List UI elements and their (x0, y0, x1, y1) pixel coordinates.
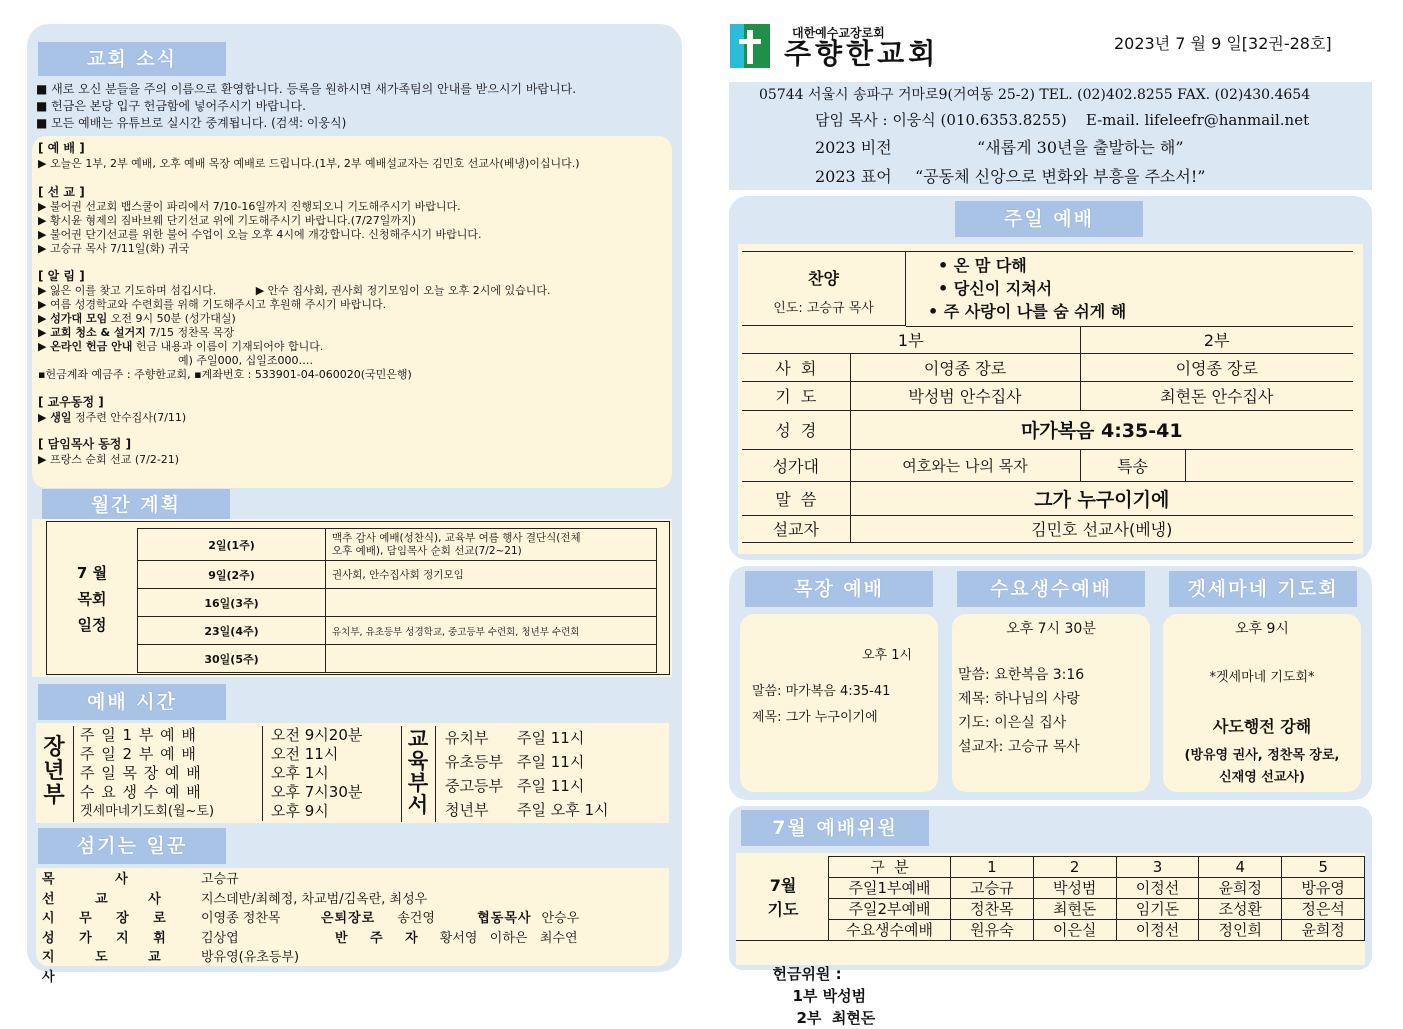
table-row (742, 481, 1353, 515)
adult-name: 주 일 1 부 예 배 (80, 726, 197, 744)
mission-line: ▶ 불어권 단기선교를 위한 불어 수업이 오늘 오후 4시에 개강합니다. 신청해주시기 바랍니다. (38, 228, 482, 241)
notice-label: ▶ 성가대 모임 (38, 312, 108, 325)
adult-row (80, 726, 400, 745)
monthly-text (326, 589, 657, 617)
roster-label-line: 기도 (767, 900, 799, 919)
edu-row (445, 774, 665, 798)
table-row (829, 878, 1365, 899)
table-row (829, 857, 1365, 878)
notice-line: 예) 주일000, 십일조000…. (178, 354, 314, 367)
notice-text: 헌금 내용과 이름이 기재되어야 합니다. (132, 340, 324, 353)
table-row (742, 353, 1353, 381)
servant-names: 방유영(유초등부) (201, 950, 300, 965)
servant-row (42, 948, 662, 987)
table-row (138, 617, 657, 645)
monthly-frame (46, 521, 670, 675)
adult-bracket (73, 726, 74, 822)
bulletin-date: 2023년 7 월 9 일[32권-28호] (1114, 34, 1332, 53)
servant-role: 지 도 교 사 (42, 950, 161, 985)
edu-time: 주일 오후 1시 (517, 801, 609, 819)
servant-names: 김상엽 (201, 930, 239, 946)
adult-row (80, 783, 400, 802)
roster-cell: 박성범 (1033, 878, 1116, 899)
table-row (829, 899, 1365, 920)
roster-cell: 원유숙 (951, 920, 1034, 941)
servant-names: 안승우 (541, 911, 580, 926)
edu-name: 유초등부 (445, 753, 503, 771)
roster-cell: 고승규 (951, 878, 1034, 899)
members-label: ▶ 생일 (38, 411, 72, 424)
edu-divider (401, 726, 402, 822)
servant-names: 고승규 (201, 872, 239, 887)
wednesday-title: 수요생수예배 (957, 571, 1145, 607)
table-row (138, 645, 657, 673)
address: 05744 서울시 송파구 거마로9(거여동 25-2) TEL. (02)402.8255 FAX. (02)430.4654 (759, 87, 1311, 103)
header-info-box (729, 82, 1372, 190)
sunday-grid (742, 326, 1353, 543)
mokjang-word: 말씀: 마가복음 4:35-41 (752, 684, 891, 699)
roster-head: 2 (1033, 857, 1116, 878)
edu-label-char: 교 (407, 727, 429, 751)
choir-label: 성가대 (742, 449, 850, 481)
roster-head: 1 (951, 857, 1034, 878)
edu-name: 중고등부 (445, 777, 503, 795)
monthly-date: 2일(1주) (138, 529, 326, 561)
table-row (829, 920, 1365, 941)
servant-names: 지스데반/최혜정, 차교범/김옥란, 최성우 (201, 891, 428, 907)
motto-line (815, 164, 1205, 187)
roster-cell: 정찬목 (951, 899, 1034, 920)
table-row (138, 561, 657, 589)
monthly-label-line: 목회 (77, 590, 107, 608)
servant-role: 선 교 사 (42, 891, 161, 907)
monthly-date: 9일(2주) (138, 561, 326, 589)
members-line (38, 410, 666, 426)
adult-name: 겟세마네기도회(월~토) (80, 804, 215, 819)
sunday-title: 주일 예배 (955, 201, 1143, 237)
choir2: 특송 (1080, 449, 1185, 481)
sunday-table (742, 251, 1353, 545)
notice-text: ▶ 잃은 이를 찾고 기도하며 섬깁시다. (38, 284, 217, 297)
servant-row (42, 929, 662, 949)
adult-list (80, 726, 400, 821)
monthly-text: 권사회, 안수집사회 정기모임 (326, 561, 657, 589)
roster-table (828, 856, 1365, 941)
roster-label (740, 874, 826, 922)
roster-cell: 정은석 (1282, 899, 1365, 920)
servant-row (42, 890, 662, 910)
host2: 이영종 장로 (1080, 353, 1353, 381)
roster-head: 4 (1199, 857, 1282, 878)
roster-cell: 수요생수예배 (829, 920, 951, 941)
wednesday-prayer: 기도: 이은실 집사 (958, 715, 1067, 731)
servant-row (42, 870, 662, 890)
vision-label: 2023 비전 (815, 138, 892, 157)
gethsemane-title: 겟세마네 기도회 (1169, 571, 1357, 607)
offering-first: 1부 박성범 (792, 987, 867, 1005)
table-row (742, 381, 1353, 410)
monthly-date: 23일(4주) (138, 617, 326, 645)
notice-line: ▶ 여름 성경학교와 수련회를 위해 기도해주시고 후원해 주시기 바랍니다. (38, 298, 387, 311)
bible-text: 마가복음 4:35-41 (850, 410, 1353, 449)
gethsemane-box (1163, 614, 1361, 792)
roster-label-line: 7월 (769, 876, 797, 895)
edu-label-char: 부 (407, 771, 429, 795)
notice-heading: [ 알 림 ] (38, 269, 85, 283)
servant-names: 송건영 (397, 911, 435, 926)
edu-list (445, 726, 665, 822)
adult-label-char: 부 (43, 783, 65, 808)
sermon-text: 그가 누구이기에 (850, 481, 1353, 515)
roster-cell: 주일2부예배 (829, 899, 951, 920)
adult-row (80, 802, 400, 821)
prayer1: 박성범 안수집사 (850, 381, 1080, 410)
monthly-table (137, 528, 657, 673)
servant-row (42, 909, 662, 929)
servants-list (42, 870, 662, 987)
prayer-label: 기 도 (742, 381, 850, 410)
choir2-blank (1185, 449, 1353, 481)
roster-cell: 이정선 (1116, 878, 1199, 899)
times-title: 예배 시간 (38, 684, 226, 720)
table-row (138, 589, 657, 617)
song-list (918, 254, 1338, 323)
wednesday-subject: 제목: 하나님의 사랑 (958, 691, 1080, 707)
mission-line: ▶ 황시윤 형제의 짐바브웨 단기선교 위에 기도해주시기 바랍니다.(7/27일까지) (38, 214, 416, 227)
news-title: 교회 소식 (38, 42, 226, 76)
monthly-label (47, 522, 137, 674)
denomination: 대한예수교장로회 (792, 26, 885, 40)
servants-title: 섬기는 일꾼 (38, 828, 226, 864)
roster-cell: 최현돈 (1033, 899, 1116, 920)
roster-cell: 주일1부예배 (829, 878, 951, 899)
notice-label: ▶ 온라인 헌금 안내 (38, 340, 133, 353)
servant-role: 시 무 장 로 (42, 911, 166, 926)
adult-label (40, 736, 68, 808)
edu-time: 주일 11시 (517, 777, 585, 795)
pastor-line: ▶ 프랑스 순회 선교 (7/2-21) (38, 453, 180, 466)
song-item: • 온 맘 다해 (938, 256, 1027, 275)
gethsemane-name: *겟세마네 기도회* (1209, 670, 1315, 685)
bible-label: 성 경 (742, 410, 850, 449)
news-intro (36, 81, 676, 132)
song-item: • 주 사랑이 나를 숨 쉬게 해 (928, 302, 1127, 321)
wednesday-time: 오후 7시 30분 (1006, 621, 1096, 637)
choir1: 여호와는 나의 목자 (850, 449, 1080, 481)
pastor-heading: [ 담임목사 동정 ] (38, 437, 132, 451)
table-row (742, 449, 1353, 481)
notice-text: ▶ 안수 집사회, 권사회 정기모임이 오늘 오후 2시에 있습니다. (255, 284, 551, 297)
table-row (138, 529, 657, 561)
motto-text: “공동체 신앙으로 변화와 부흥을 주소서!” (915, 167, 1206, 186)
edu-label-char: 서 (407, 793, 429, 817)
vision-text: “새롭게 30년을 출발하는 해” (977, 138, 1184, 157)
edu-name: 유치부 (445, 729, 489, 747)
edu-row (445, 726, 665, 750)
mokjang-box (740, 614, 938, 792)
sermon-label: 말 씀 (742, 481, 850, 515)
edu-time: 주일 11시 (517, 753, 585, 771)
host-label: 사 회 (742, 353, 850, 381)
adult-time: 오후 7시30분 (262, 783, 362, 802)
roster-cell: 방유영 (1282, 878, 1365, 899)
adult-name: 주 일 2 부 예 배 (80, 745, 197, 763)
edu-row (445, 750, 665, 774)
edu-label-char: 육 (407, 749, 429, 773)
praise-leader: 인도: 고승규 목사 (773, 301, 874, 316)
roster-cell: 조성환 (1199, 899, 1282, 920)
notice-text: 오전 9시 50분 (성가대실) (107, 312, 236, 325)
edu-name: 청년부 (445, 801, 489, 819)
mokjang-subject: 제목: 그가 누구이기에 (752, 710, 878, 725)
edu-label (405, 728, 431, 816)
monthly-text: 유치부, 유초등부 성경학교, 중고등부 수련회, 청년부 수련회 (326, 617, 657, 645)
edu-row (445, 798, 665, 822)
monthly-text-line: 오후 예배), 담임목사 순회 선교(7/2~21) (332, 544, 522, 557)
monthly-text (326, 529, 657, 561)
adult-row (80, 745, 400, 764)
col1-head: 1부 (742, 326, 1080, 353)
edu-bracket (435, 726, 436, 822)
wednesday-preacher: 설교자: 고승규 목사 (958, 739, 1080, 755)
roster-cell: 윤희정 (1282, 920, 1365, 941)
prayer2: 최현돈 안수집사 (1080, 381, 1353, 410)
adult-time: 오전 11시 (262, 745, 338, 764)
roster-head: 구 분 (829, 857, 951, 878)
song-item: • 당신이 지쳐서 (938, 279, 1053, 298)
host1: 이영종 장로 (850, 353, 1080, 381)
mission-heading: [ 선 교 ] (38, 185, 85, 199)
worship-heading: [ 예 배 ] (38, 141, 85, 155)
news-intro-line: ■ 모든 예배는 유튜브로 실시간 중계됩니다. (검색: 이웅식) (36, 116, 347, 130)
col2-head: 2부 (1080, 326, 1353, 353)
notice-line (38, 312, 666, 326)
roster-title: 7월 예배위원 (741, 810, 929, 846)
news-intro-line: ■ 새로 오신 분들을 주의 이름으로 환영합니다. 등록을 원하시면 새가족팀의 안내를 받으시기 바랍니다. (36, 82, 577, 96)
notice-label: ▶ 교회 청소 & 설거지 (38, 326, 146, 339)
monthly-title: 월간 계획 (42, 489, 230, 521)
church-name: 주향한교회 (784, 37, 940, 70)
motto-label: 2023 표어 (815, 167, 892, 186)
table-row (742, 326, 1353, 353)
members-heading: [ 교우동정 ] (38, 395, 104, 409)
notice-text: 7/15 정찬목 목장 (145, 326, 235, 339)
table-row (742, 410, 1353, 449)
roster-cell: 정인희 (1199, 920, 1282, 941)
monthly-date: 16일(3주) (138, 589, 326, 617)
cross-logo-icon (730, 24, 770, 68)
gethsemane-leaders: 신재영 선교사) (1219, 770, 1305, 785)
roster-cell: 임기돈 (1116, 899, 1199, 920)
notice-line (38, 284, 666, 298)
preacher-text: 김민호 선교사(베냉) (850, 515, 1353, 542)
table-row (742, 515, 1353, 542)
preacher-label: 설교자 (742, 515, 850, 542)
adult-name: 수 요 생 수 예 배 (80, 783, 202, 801)
pastor-info: 담임 목사 : 이웅식 (010.6353.8255) E-mail. lifeleefr@hanmail.net (815, 111, 1310, 129)
news-box (32, 136, 672, 488)
monthly-text (326, 645, 657, 673)
monthly-label-line: 7 월 (76, 564, 108, 582)
roster-head: 5 (1282, 857, 1365, 878)
offering-label: 헌금위원 : (772, 965, 842, 983)
praise-label: 찬양 (808, 269, 839, 288)
servant-names: 이영종 정찬목 (201, 911, 281, 926)
servant-names: 황서영 이하은 최수연 (439, 930, 578, 946)
mokjang-time: 오후 1시 (862, 648, 913, 663)
adult-time: 오전 9시20분 (262, 726, 362, 745)
offering-line (736, 940, 1365, 1027)
gethsemane-time: 오후 9시 (1235, 621, 1289, 637)
edu-time: 주일 11시 (517, 729, 585, 747)
mission-line: ▶ 고승규 목사 7/11일(화) 귀국 (38, 242, 190, 255)
servant-role: 성 가 지 휘 (42, 930, 166, 946)
adult-name: 주 일 목 장 예 배 (80, 764, 202, 782)
mokjang-title: 목장 예배 (745, 571, 933, 607)
roster-cell: 이은실 (1033, 920, 1116, 941)
members-text: 정주련 안수집사(7/11) (71, 411, 187, 424)
roster-cell: 윤희정 (1199, 878, 1282, 899)
wednesday-word: 말씀: 요한복음 3:16 (958, 667, 1085, 683)
wednesday-box (952, 614, 1150, 792)
monthly-label-line: 일정 (77, 616, 107, 634)
monthly-text-line: 맥추 감사 예배(성찬식), 교육부 여름 행사 결단식(전체 (332, 531, 581, 544)
notice-line (38, 326, 666, 340)
vision-line (815, 135, 1184, 158)
monthly-date: 30일(5주) (138, 645, 326, 673)
notice-line (38, 340, 666, 354)
offering-second: 2부 최현돈 (796, 1009, 876, 1027)
servant-role: 협동목사 (477, 911, 532, 926)
servant-role: 은퇴장로 (321, 911, 376, 926)
servant-role: 목 사 (42, 872, 128, 887)
worship-line: ▶ 오늘은 1부, 2부 예배, 오후 예배 목장 예배로 드립니다.(1부, 2부 예배설교자는 김민호 선교사(베냉)이십니다.) (38, 157, 580, 170)
adult-row (80, 764, 400, 783)
adult-time: 오후 1시 (262, 764, 329, 783)
adult-label-char: 장 (43, 735, 65, 760)
news-intro-line: ■ 헌금은 본당 입구 헌금함에 넣어주시기 바랍니다. (36, 99, 306, 113)
mission-line: ▶ 불어권 선교회 뱁스쿨이 파리에서 7/10-16일까지 진행되오니 기도해주시기 바랍니다. (38, 200, 461, 213)
gethsemane-leaders: (방유영 권사, 정찬목 장로, (1184, 748, 1340, 763)
notice-line: ▪헌금계좌 예금주 : 주향한교회, ▪계좌번호 : 533901-04-060020(국민은행) (38, 368, 412, 381)
gethsemane-lecture: 사도행전 강해 (1212, 717, 1312, 736)
adult-label-char: 년 (43, 759, 65, 784)
roster-cell: 이정선 (1116, 920, 1199, 941)
praise-label-cell (742, 252, 906, 326)
servant-role: 반 주 자 (335, 930, 418, 946)
roster-head: 3 (1116, 857, 1199, 878)
adult-time: 오후 9시 (262, 802, 329, 821)
